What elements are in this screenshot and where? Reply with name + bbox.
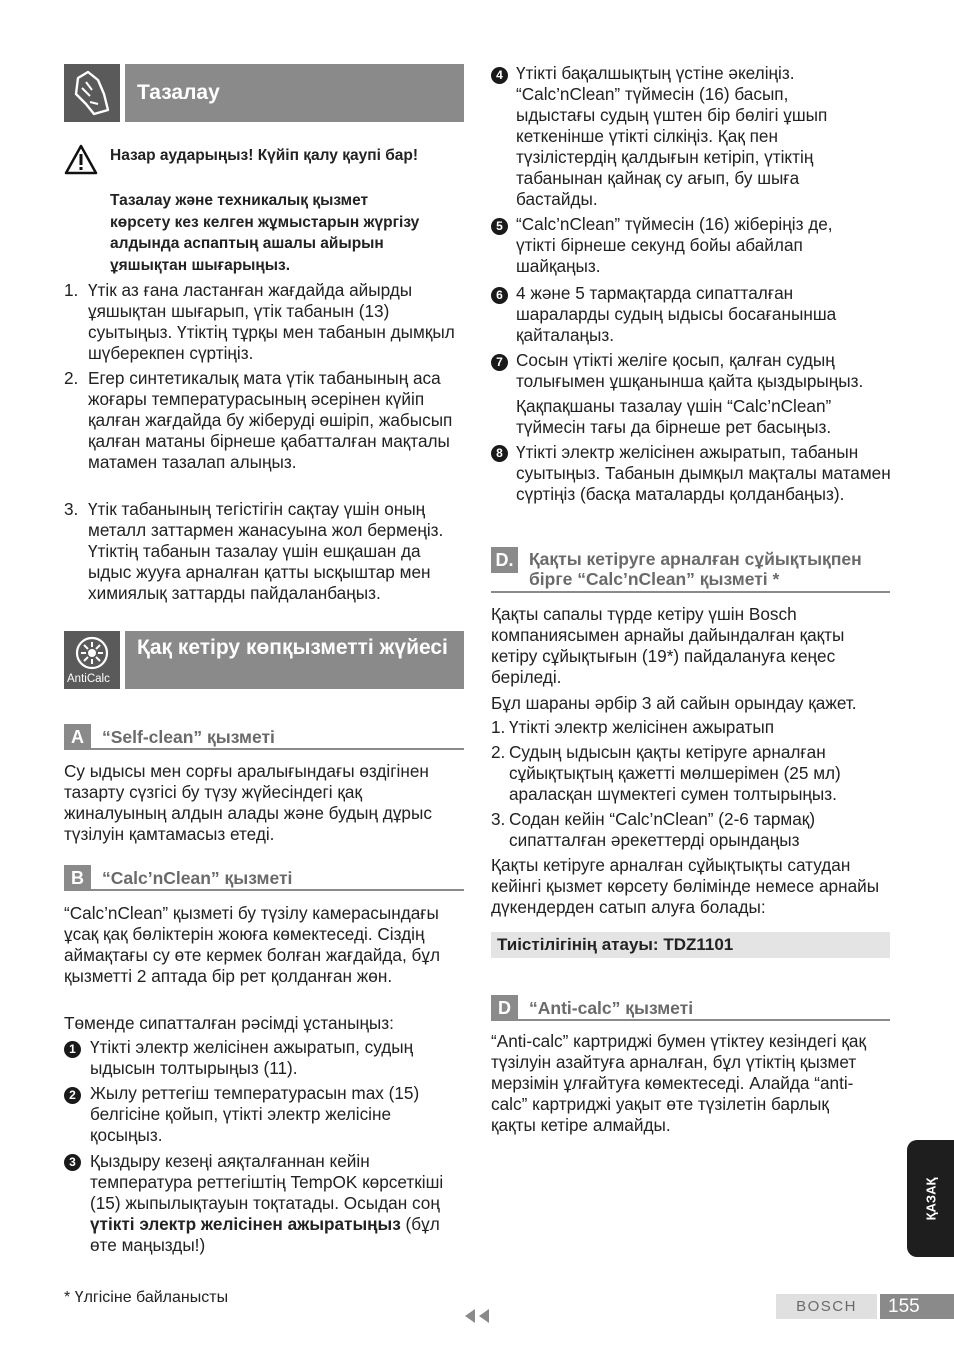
cleaning-icon <box>64 64 120 122</box>
step-text: 4 және 5 тармақтарда сипатталған шараларды судың ыдысы босағанынша қайталаңыз. <box>516 283 837 345</box>
section-title-anticalc: Қақ кетіру көпқызметті жүйесі <box>125 631 464 689</box>
subsection-d-title: “Anti-calc” қызметі <box>529 998 694 1018</box>
warning-title: Назар аударыңыз! Күйіп қалу қаупі бар! <box>110 147 419 164</box>
page-number: 155 <box>880 1294 954 1319</box>
subsection-c-text3: Қақты кетіруге арналған сұйықтықты сатудан кейінгі қызмет көрсету бөлімінде немесе арнайы дүкендерден сатып алуға болады: <box>491 855 880 917</box>
language-tab <box>907 1140 954 1257</box>
subsection-b-header <box>64 865 464 891</box>
step-number-7: 7 <box>491 354 508 371</box>
step-number-5: 5 <box>491 218 508 235</box>
step-text: Жылу реттегіш температурасын max (15) белгісіне қойып, үтікті электр желісіне қосыңыз. <box>90 1083 420 1145</box>
step-number-8: 8 <box>491 445 508 462</box>
section-title-cleaning: Тазалау <box>125 64 464 122</box>
step-text: Үтікті бақалшықтың үстіне әкеліңіз. “Calc’nClean” түймесін (16) басып, ыдыстағы судың үштен бір бөлігі ұшып кеткенінше үтікті сілкіңіз. Қақ пен түзілістердің қалдығын кетіріп, үтіктің табанынан қайнақ су ағып, бу шыға бастайды. <box>516 63 828 209</box>
anticalc-label: AntiCalc <box>67 673 110 685</box>
product-code-bar <box>491 932 890 958</box>
step-number-1: 1 <box>64 1041 81 1058</box>
footnote: * Үлгісіне байланысты <box>64 1289 229 1306</box>
step-number-2: 2 <box>64 1087 81 1104</box>
subsection-a-header <box>64 724 464 750</box>
step-number-6: 6 <box>491 287 508 304</box>
footer-brand: BOSCH <box>776 1294 877 1319</box>
subsection-b-letter: B <box>64 865 91 891</box>
subsection-d-text: “Anti-calc” картриджі бумен үтіктеу кезіндегі қақ түзілуін азайтуға арналған, бұл үтіктің қызмет мерзімін ұлғайтуға көмектеседі. Алайда “anti-calc” картриджі уақыт өте түзілетін барлық қақты кетіре алмайды. <box>491 1031 866 1135</box>
product-code: Тиістілігінің атауы: TDZ1101 <box>497 935 734 954</box>
prev-page-icon[interactable] <box>463 1307 491 1325</box>
subsection-d-letter: D <box>491 995 518 1021</box>
step-text: “Calc’nClean” түймесін (16) жіберіңіз де, үтікті бірнеше секунд бойы абайлап шайқаңыз. <box>516 214 833 276</box>
step-text: Қақпақшаны тазалау үшін “Calc’nClean” түймесін тағы да бірнеше рет басыңыз. <box>516 396 832 437</box>
step-text: Үтікті электр желісінен ажыратып, судың ыдысын толтырыңыз (11). <box>90 1037 414 1078</box>
step-text: Сосын үтікті желіге қосып, қалған судың толығымен ұшқанынша қайта қыздырыңыз. <box>516 350 864 391</box>
step-number-3: 3 <box>64 1154 81 1171</box>
subsection-d-header <box>491 995 890 1021</box>
subsection-a-text: Су ыдысы мен сорғы аралығындағы өздігінен тазарту сүзгісі бу түзу жүйесіндегі қақ жиналуының алдын алады және будың дұрыс түзілуін қамтамасыз етеді. <box>64 761 432 844</box>
subsection-c-text: Қақты сапалы түрде кетіру үшін Bosch компаниясымен арнайы дайындалған қақты кетіру сұйықтығын (19*) пайдалануға кеңес беріледі. <box>491 604 845 687</box>
step-text: Үтікті электр желісінен ажыратып, табанын суытыңыз. Табанын дымқыл мақталы матамен сүртіңіз (басқа маталарды қолданбаңыз). <box>516 442 891 504</box>
step-number-4: 4 <box>491 67 508 84</box>
warning-icon <box>64 144 98 176</box>
anticalc-icon <box>64 631 120 689</box>
subsection-a-letter: A <box>64 724 91 750</box>
subsection-a-title: “Self-clean” қызметі <box>102 727 275 747</box>
subsection-b-text: “Calc’nClean” қызметі бу түзілу камерасындағы ұсақ қақ бөліктерін жоюға көмектеседі. Сіздің аймақтағы су өте кермек болған жағдайда, бұл қызметті 2 аптада бір рет қолданған жөн. <box>64 903 440 986</box>
subsection-b-title: “Calc’nClean” қызметі <box>102 868 293 888</box>
subsection-c-letter: D. <box>491 547 518 573</box>
subsection-b-text2: Төменде сипатталған рәсімді ұстаныңыз: <box>64 1013 394 1033</box>
subsection-c-header <box>491 547 890 593</box>
step-text: Қыздыру кезеңі аяқталғаннан кейін температура реттегіштің TempOK көрсеткіші (15) жыпылықтауын тоқтатады. Осыдан соң үтікті электр желісінен ажыратыңыз (бұл өте маңызды!) <box>90 1151 444 1255</box>
subsection-c-text2: Бұл шараны әрбір 3 ай сайын орындау қажет. <box>491 693 857 713</box>
language-tab-label: ҚАЗАҚ <box>923 1177 938 1220</box>
subsection-c-title: Қақты кетіруге арналған сұйықтықпен бірге “Calc’nClean” қызметі * <box>529 549 862 589</box>
warning-body: Тазалау және техникалық қызмет көрсету кез келген жұмыстарын жүргізу алдында аспаптың ашалы айырын ұяшықтан шығарыңыз. <box>110 192 420 274</box>
